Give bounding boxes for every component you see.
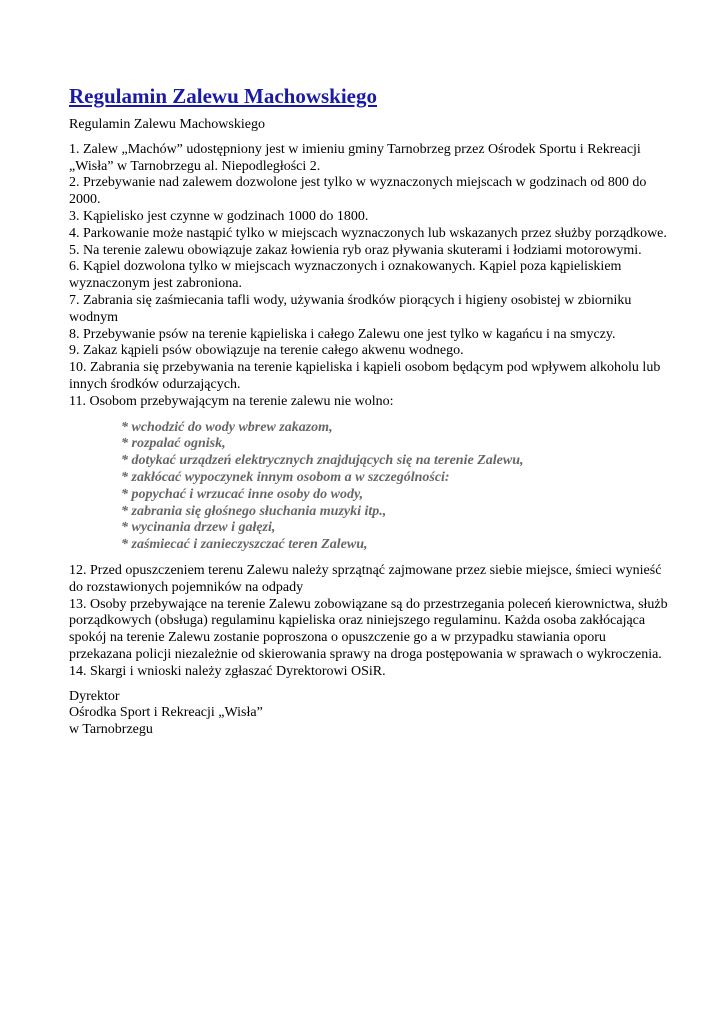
prohibition-item: * wchodzić do wody wbrew zakazom, bbox=[121, 419, 333, 435]
signature-line: w Tarnobrzegu bbox=[69, 722, 153, 738]
rule-item: 6. Kąpiel dozwolona tylko w miejscach wyznaczonych i oznakowanych. Kąpiel poza kąpieliskiem wyznaczonym jest zabroniona. bbox=[69, 259, 622, 292]
rules-list-part1 bbox=[69, 142, 669, 411]
rule-item: 9. Zakaz kąpieli psów obowiązuje na terenie całego akwenu wodnego. bbox=[69, 343, 464, 359]
prohibition-item: * rozpalać ognisk, bbox=[121, 436, 226, 452]
rule-item: 12. Przed opuszczeniem terenu Zalewu należy sprzątnąć zajmowane przez siebie miejsce, śmieci wynieść do rozstawionych pojemników na odpady bbox=[69, 562, 662, 595]
document-subtitle: Regulamin Zalewu Machowskiego bbox=[69, 117, 265, 132]
prohibition-item: * dotykać urządzeń elektrycznych znajdujących się na terenie Zalewu, bbox=[121, 453, 524, 469]
rule-item: 2. Przebywanie nad zalewem dozwolone jest tylko w wyznaczonych miejscach w godzinach od 800 do 2000. bbox=[69, 175, 647, 208]
prohibition-item: * zakłócać wypoczynek innym osobom a w szczególności: bbox=[121, 469, 450, 485]
rule-item: 7. Zabrania się zaśmiecania tafli wody, używania środków piorących i higieny osobistej w zbiorniku wodnym bbox=[69, 292, 632, 325]
rule-item: 5. Na terenie zalewu obowiązuje zakaz łowienia ryb oraz pływania skuterami i łodziami motorowymi. bbox=[69, 242, 642, 258]
signature-block bbox=[69, 689, 669, 739]
page-title-link[interactable]: Regulamin Zalewu Machowskiego bbox=[69, 84, 378, 108]
document-page bbox=[69, 84, 669, 739]
prohibition-item: * wycinania drzew i gałęzi, bbox=[121, 520, 276, 536]
rules-list-part2 bbox=[69, 563, 669, 681]
rule-item: 13. Osoby przebywające na terenie Zalewu zobowiązane są do przestrzegania poleceń kierownictwa, służb porządkowych (obsługa) regulaminu kąpieliska oraz niniejszego regulaminu. Każda osoba zakłócająca spokój na terenie Zalewu zostanie poproszona o opuszczenie go a w przypadku stawiania oporu przekazana policji niezależnie od skierowania sprawy na droga postępowania w sprawach o wykroczenia. bbox=[69, 596, 668, 662]
prohibition-item: * zabrania się głośnego słuchania muzyki itp., bbox=[121, 503, 387, 519]
prohibitions-list bbox=[121, 420, 669, 554]
prohibition-item: * zaśmiecać i zanieczyszczać teren Zalewu, bbox=[121, 537, 368, 553]
signature-line: Dyrektor bbox=[69, 688, 120, 704]
rule-item: 11. Osobom przebywającym na terenie zalewu nie wolno: bbox=[69, 393, 394, 409]
rule-item: 14. Skargi i wnioski należy zgłaszać Dyrektorowi OSiR. bbox=[69, 663, 386, 679]
rule-item: 3. Kąpielisko jest czynne w godzinach 1000 do 1800. bbox=[69, 208, 369, 224]
rule-item: 1. Zalew „Machów” udostępniony jest w imieniu gminy Tarnobrzeg przez Ośrodek Sportu i Rekreacji „Wisła” w Tarnobrzegu al. Niepodległości 2. bbox=[69, 141, 641, 174]
rule-item: 10. Zabrania się przebywania na terenie kąpieliska i kąpieli osobom będącym pod wpływem alkoholu lub innych środków odurzających. bbox=[69, 360, 661, 392]
rule-item: 4. Parkowanie może nastąpić tylko w miejscach wyznaczonych lub wskazanych przez służby porządkowe. bbox=[69, 225, 667, 241]
prohibition-item: * popychać i wrzucać inne osoby do wody, bbox=[121, 486, 364, 502]
signature-line: Ośrodka Sport i Rekreacji „Wisła” bbox=[69, 705, 263, 721]
rule-item: 8. Przebywanie psów na terenie kąpieliska i całego Zalewu one jest tylko w kagańcu i na smyczy. bbox=[69, 326, 616, 342]
